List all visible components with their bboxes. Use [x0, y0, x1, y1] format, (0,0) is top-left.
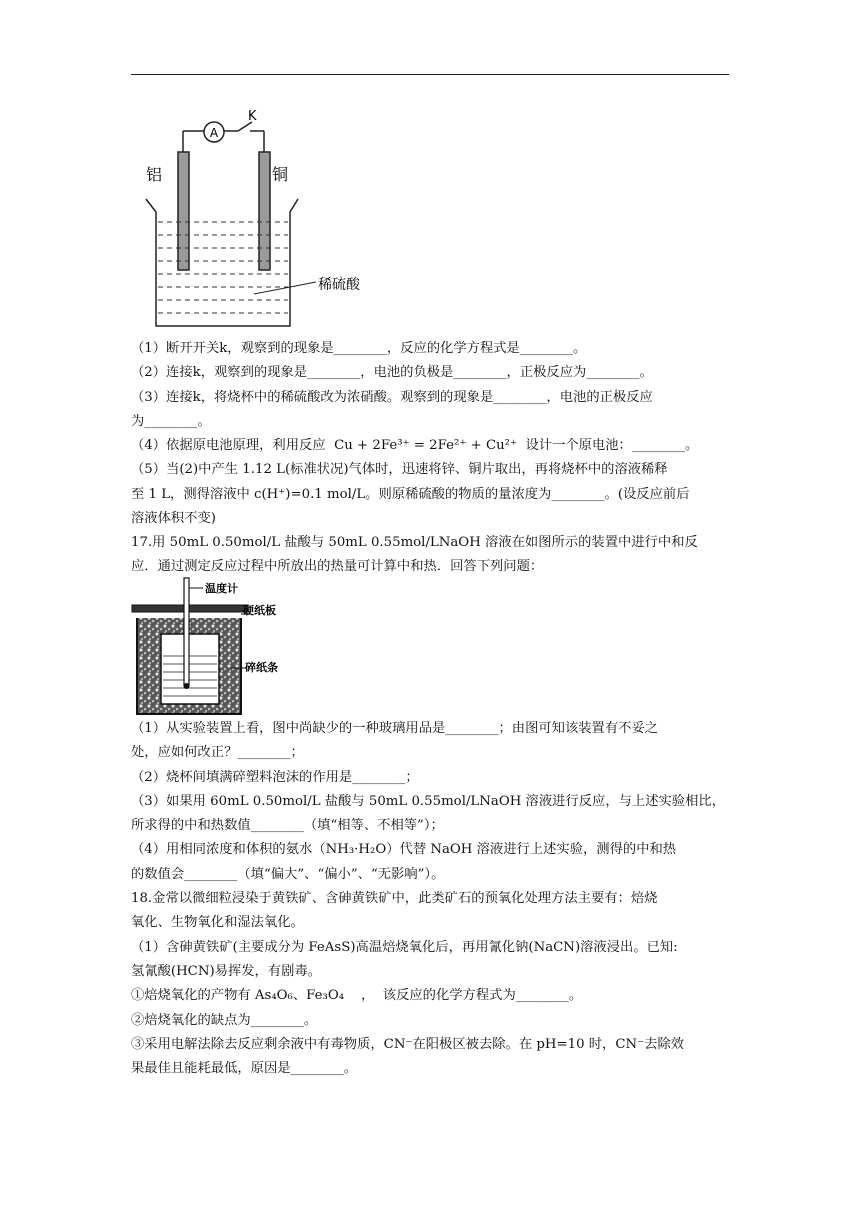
q18-part1-line1: （1）含砷黄铁矿(主要成分为 FeAsS)高温焙烧氧化后，再用氰化钠(NaCN)溶液浸出。已知:	[131, 939, 678, 955]
beaker	[146, 199, 298, 326]
paper-strips-label: 碎纸条	[245, 661, 278, 674]
thermometer-label: 温度计	[205, 582, 238, 595]
q18-item2: ②焙烧氧化的缺点为________。	[131, 1012, 318, 1028]
q17-intro-line2: 应．通过测定反应过程中所放出的热量可计算中和热．回答下列问题：	[131, 559, 544, 575]
q17-part3-line1: （3）如果用 60mL 0.50mol/L 盐酸与 50mL 0.55mol/LNaOH 溶液进行反应，与上述实验相比，	[131, 793, 725, 809]
right-electrode-label: 铜	[272, 165, 289, 184]
switch-label: K	[248, 109, 257, 124]
q16-part5-line3: 溶液体积不变)	[131, 511, 216, 527]
aluminum-electrode	[178, 152, 189, 270]
cardboard-label: 硬纸板	[243, 604, 276, 617]
inner-beaker	[161, 634, 219, 704]
solution-label: 稀硫酸	[318, 277, 360, 293]
question-16	[131, 337, 731, 531]
cardboard-lid	[132, 605, 248, 612]
q17-part1-line2: 处，应如何改正？________；	[131, 745, 304, 761]
left-electrode-label: 铝	[146, 165, 163, 184]
question-17-intro	[131, 531, 731, 580]
q18-part1-line2: 氢氰酸(HCN)易挥发，有剧毒。	[131, 963, 322, 979]
q17-part4-line1: （4）用相同浓度和体积的氨水（NH₃·H₂O）代替 NaOH 溶液进行上述实验，测得的中和热	[131, 842, 677, 858]
q17-part3-line2: 所求得的中和热数值________（填“相等、不相等”）；	[131, 818, 444, 834]
q18-item3-line1: ③采用电解法除去反应剩余液中有毒物质，CN⁻在阳极区被去除。在 pH=10 时，CN⁻去除效	[131, 1036, 685, 1052]
q18-item3-line2: 果最佳且能耗最低，原因是________。	[131, 1061, 358, 1077]
q16-part5-line2: 至 1 L，测得溶液中 c(H⁺)=0.1 mol/L。则原稀硫酸的物质的量浓度为________。(设反应前后	[131, 486, 690, 502]
q17-part2: （2）烧杯间填满碎塑料泡沫的作用是________；	[131, 769, 419, 785]
ammeter-label: A	[209, 126, 219, 140]
q18-intro-line2: 氧化、生物氧化和湿法氧化。	[131, 915, 304, 931]
q17-part4-line2: 的数值会________（填“偏大”、“偏小”、“无影响”）。	[131, 866, 445, 882]
q16-part4: （4）依据原电池原理，利用反应 Cu + 2Fe³⁺ = 2Fe²⁺ + Cu²⁺ 设计一个原电池：________。	[131, 438, 699, 454]
q16-part5-line1: （5）当(2)中产生 1.12 L(标准状况)气体时，迅速将锌、铜片取出，再将烧杯中的溶液稀释	[131, 462, 668, 478]
calorimeter-figure	[131, 576, 291, 718]
q18-item1: ①焙烧氧化的产物有 As₄O₆、Fe₃O₄ ， 该反应的化学方程式为________。	[131, 988, 583, 1004]
thermometer-icon	[184, 578, 189, 686]
question-17	[131, 717, 731, 1081]
copper-electrode	[259, 152, 270, 270]
q17-intro-line1: 17.用 50mL 0.50mol/L 盐酸与 50mL 0.55mol/LNaOH 溶液在如图所示的装置中进行中和反	[131, 535, 698, 550]
q18-intro-line1: 18.金常以微细粒浸染于黄铁矿、含砷黄铁矿中，此类矿石的预氧化处理方法主要有：焙烧	[131, 891, 658, 907]
q16-part3-line2: 为________。	[131, 413, 211, 429]
q16-part1: （1）断开开关k，观察到的现象是________，反应的化学方程式是________。	[131, 341, 587, 356]
q16-part3-line1: （3）连接k，将烧杯中的稀硫酸改为浓硝酸。观察到的现象是________，电池的正极反应	[131, 389, 653, 405]
header-rule	[131, 74, 729, 75]
q17-part1-line1: （1）从实验装置上看，图中尚缺少的一种玻璃用品是________；由图可知该装置有不妥之	[131, 721, 659, 736]
q16-part2: （2）连接k，观察到的现象是________，电池的负极是________，正极反应为________。	[131, 365, 653, 381]
galvanic-cell-figure	[138, 104, 378, 336]
